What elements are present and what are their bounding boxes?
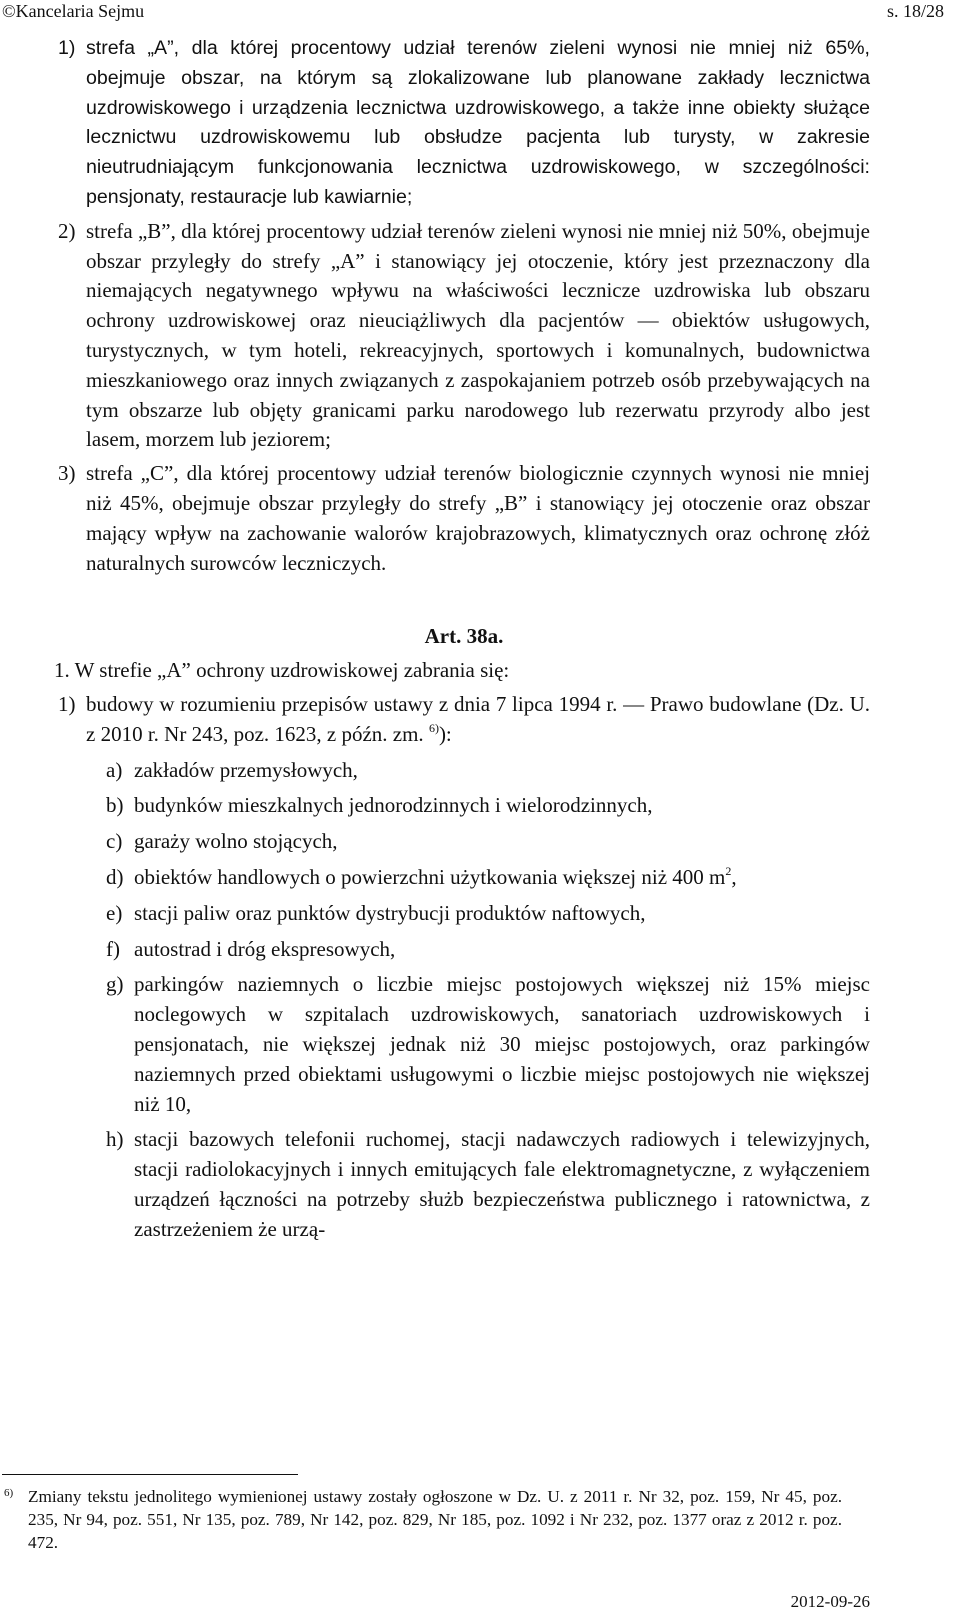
letter-item xyxy=(58,756,870,786)
page-header xyxy=(0,0,960,22)
letter-text: obiektów handlowych o powierzchni użytkowania większej niż 400 m xyxy=(134,864,726,889)
footnote xyxy=(4,1485,842,1554)
footnote-ref: 6) xyxy=(428,720,439,735)
zone-label: 3) xyxy=(58,461,76,486)
zone-item xyxy=(58,459,870,578)
letter-label: b) xyxy=(106,793,124,818)
letter-label: a) xyxy=(106,757,123,782)
letter-text: stacji bazowych telefonii ruchomej, stacji nadawczych radiowych i telewizyjnych, stacji radiolokacyjnych i innych emitujących fale elektromagnetyczne, z wyłączeniem urządzeń łączności na potrzeby służb bezpieczeństwa publicznego i ratownictwa, z zastrzeżeniem że urzą- xyxy=(134,1127,870,1241)
letter-item xyxy=(58,935,870,965)
zone-text: strefa „C”, dla której procentowy udział terenów biologicznie czynnych wynosi nie mniej niż 45%, obejmuje obszar przyległy do strefy „B” i stanowiący jej otoczenie oraz obszar mający wpływ na zachowanie walorów krajobrazowych, klimatycznych oraz ochronę złóż naturalnych surowców leczniczych. xyxy=(86,461,870,575)
letter-label: g) xyxy=(106,972,124,997)
footnote-mark: 6) xyxy=(4,1487,14,1499)
letter-text: stacji paliw oraz punktów dystrybucji produktów naftowych, xyxy=(134,900,646,925)
letter-label: f) xyxy=(106,936,120,961)
zone-item xyxy=(58,34,870,213)
zone-label: 2) xyxy=(58,218,76,243)
point-label: 1) xyxy=(58,691,76,716)
document-body xyxy=(54,34,870,1250)
footnote-divider xyxy=(2,1474,298,1475)
letter-text: autostrad i dróg ekspresowych, xyxy=(134,936,396,961)
letter-item xyxy=(58,1125,870,1244)
letter-item xyxy=(58,899,870,929)
zone-text: strefa „A”, dla której procentowy udział terenów zieleni wynosi nie mniej niż 65%, obejmuje obszar, na którym są zlokalizowane lub planowane zakłady lecznictwa uzdrowiskowego i urządzenia lecznictwa uzdrowiskowego, a także inne obiekty służące lecznictwu uzdrowiskowemu lub obsłudze pacjenta lub turysty, w zakresie nieutrudniającym funkcjonowania lecznictwa uzdrowiskowego, w szczególności: pensjonaty, restauracje lub kawiarnie; xyxy=(86,37,870,208)
zone-text: strefa „B”, dla której procentowy udział terenów zieleni wynosi nie mniej niż 50%, obejmuje obszar przyległy do strefy „A” i stanowiący jej otoczenie, który jest przeznaczony dla niemających negatywnego wpływu na właściwości lecznicze uzdrowiska lub obszaru ochrony uzdrowiskowej oraz nieuciążliwych dla pacjentów — obiektów usługowych, turystycznych, w tym hoteli, rekreacyjnych, sportowych i komunalnych, budownictwa mieszkaniowego oraz innych związanych z zaspokajaniem potrzeb osób przebywających na tym obszarze lub objęty granicami parku narodowego lub rezerwatu przyrody albo jest lasem, morzem lub jeziorem; xyxy=(86,218,870,452)
zone-item xyxy=(58,217,870,455)
letter-label: d) xyxy=(106,864,124,889)
article-paragraph: 1. W strefie „A” ochrony uzdrowiskowej zabrania się: xyxy=(54,658,510,683)
letter-item xyxy=(58,970,870,1119)
letter-text: garaży wolno stojących, xyxy=(134,829,338,854)
letter-item xyxy=(58,791,870,821)
letter-text: budynków mieszkalnych jednorodzinnych i wielorodzinnych, xyxy=(134,793,653,818)
letter-text: zakładów przemysłowych, xyxy=(134,757,358,782)
point-text: budowy w rozumieniu przepisów ustawy z dnia 7 lipca 1994 r. — Prawo budowlane (Dz. U. z 2010 r. Nr 243, poz. 1623, z późn. zm. xyxy=(86,691,870,746)
superscript: 2 xyxy=(725,863,732,878)
article-point xyxy=(58,690,870,750)
letter-item xyxy=(58,863,870,893)
letter-item xyxy=(58,827,870,857)
header-source: ©Kancelaria Sejmu xyxy=(2,1,145,21)
letter-text: parkingów naziemnych o liczbie miejsc postojowych większej niż 15% miejsc noclegowych w szpitalach uzdrowiskowych, sanatoriach uzdrowiskowych i pensjonatach, nie większej jednak niż 30 miejsc postojowych, oraz parkingów naziemnych przed obiektami usługowymi o liczbie miejsc postojowych nie większej niż 10, xyxy=(134,972,870,1116)
letter-text-end: , xyxy=(731,864,737,889)
letter-label: c) xyxy=(106,829,123,854)
footnote-text: Zmiany tekstu jednolitego wymienionej ustawy zostały ogłoszone w Dz. U. z 2011 r. Nr 32, poz. 159, Nr 45, poz. 235, Nr 94, poz. 551, Nr 135, poz. 789, Nr 142, poz. 829, Nr 185, poz. 1092 i Nr 232, poz. 1377 oraz z 2012 r. poz. 472. xyxy=(28,1487,842,1552)
letter-label: h) xyxy=(106,1127,124,1152)
letter-label: e) xyxy=(106,900,123,925)
zone-label: 1) xyxy=(58,37,76,59)
page-number: s. 18/28 xyxy=(886,1,944,21)
footer-date: 2012-09-26 xyxy=(790,1592,870,1611)
article-heading: Art. 38a. xyxy=(424,624,504,649)
point-text-end: ): xyxy=(438,721,452,746)
